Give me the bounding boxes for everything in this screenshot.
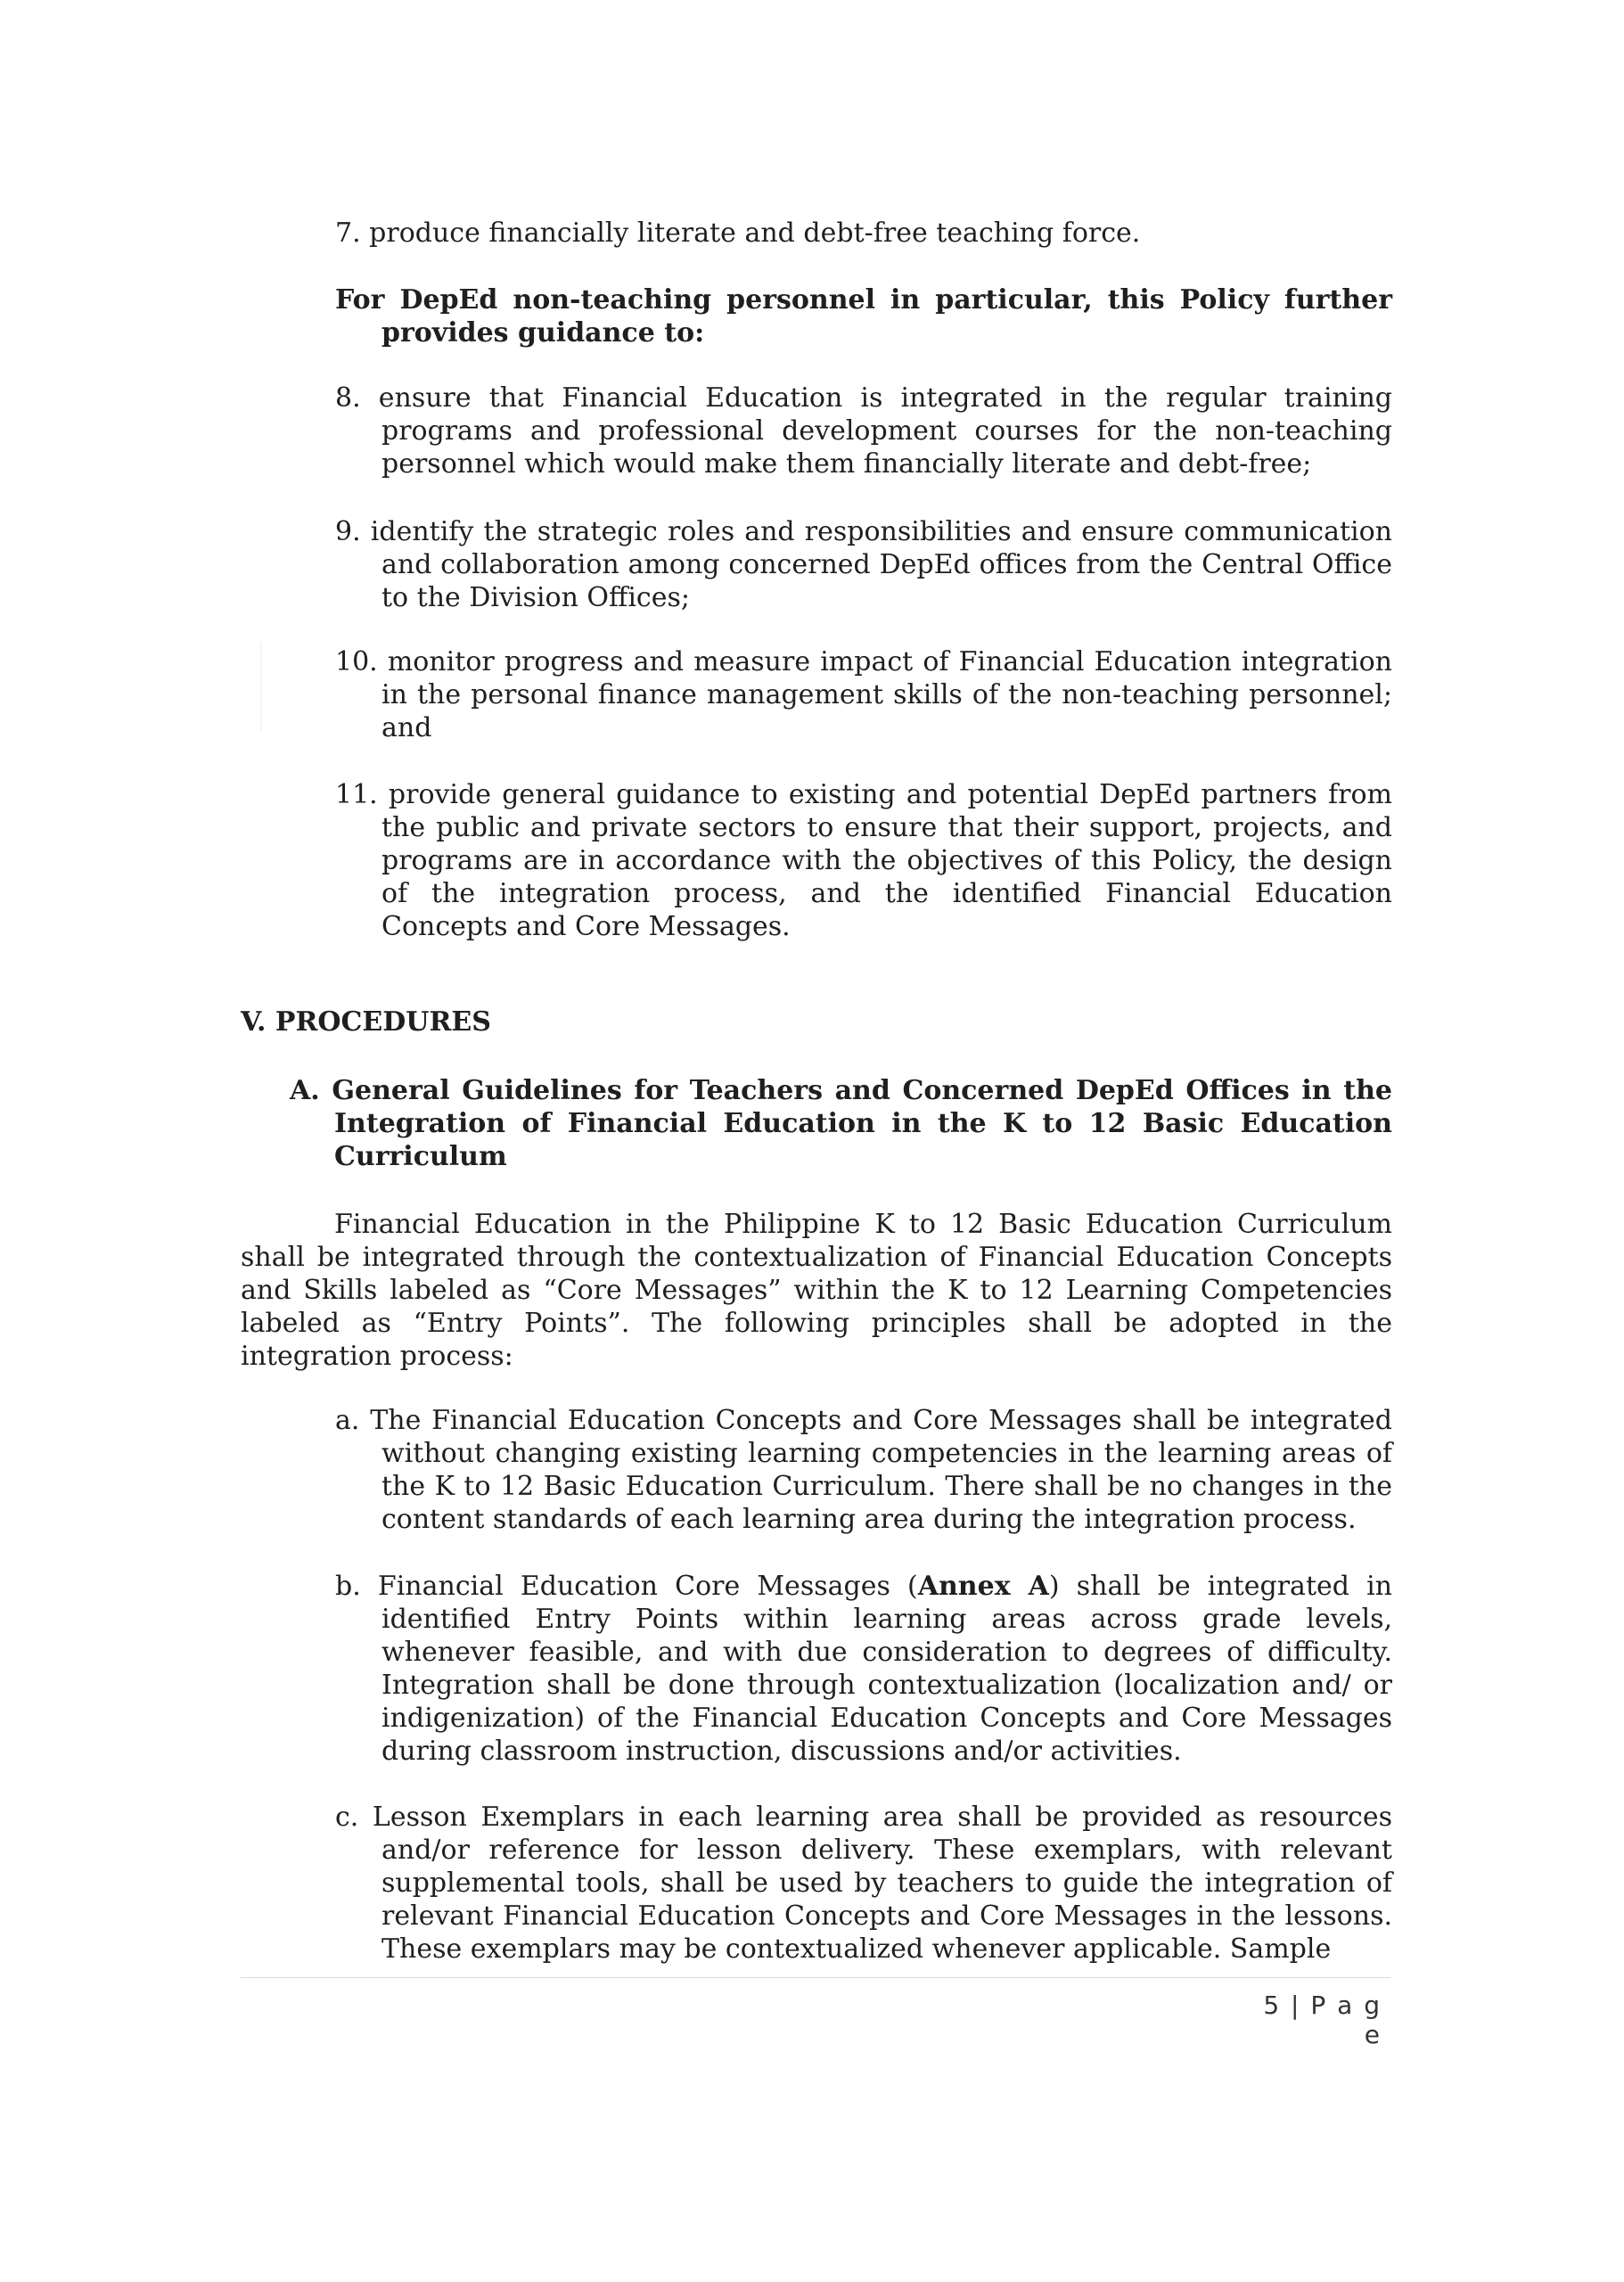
item-text: Lesson Exemplars in each learning area shall be provided as resources and/or reference for lesson delivery. These exemplars, with relevant supplemental tools, shall be used by teachers to guide the integration of relevant Financial Education Concepts and Core Messages in the lessons. These exemplars may be contextualized whenever applicable. Sample	[372, 1802, 1392, 1965]
list-item-9	[335, 515, 1392, 614]
item-text: provide general guidance to existing and potential DepEd partners from the public and private sectors to ensure that their support, projects, and programs are in accordance with the objectives of this Policy, the design of the integration process, and the identified Financial Education Concepts and Core Messages.	[381, 779, 1392, 942]
item-number: 8.	[335, 382, 361, 414]
principle-b	[335, 1570, 1392, 1768]
item-text: produce financially literate and debt-free teaching force.	[369, 218, 1141, 249]
item-number: 10.	[335, 646, 378, 677]
principle-c	[335, 1801, 1392, 1966]
item-number: c.	[335, 1802, 359, 1833]
item-number: b.	[335, 1571, 361, 1602]
subsection-label: A.	[290, 1075, 320, 1106]
list-item-11	[335, 778, 1392, 943]
list-item-7	[335, 217, 1392, 250]
item-text: The Financial Education Concepts and Core Messages shall be integrated without changing existing learning competencies in the learning areas of the K to 12 Basic Education Curriculum. There shall be no changes in the content standards of each learning area during the integration process.	[370, 1405, 1392, 1535]
principle-a	[335, 1404, 1392, 1536]
item-text: Financial Education Core Messages (	[377, 1571, 918, 1602]
page-number: 5 | P a g e	[1263, 1991, 1382, 2049]
section-title: V. PROCEDURES	[241, 1006, 491, 1038]
list-item-10	[335, 645, 1392, 744]
intro-paragraph: Financial Education in the Philippine K to 12 Basic Education Curriculum shall be integrated through the contextualization of Financial Education Concepts and Skills labeled as “Core Messages” within the K to 12 Learning Competencies labeled as “Entry Points”. The following principles shall be adopted in the integration process:	[241, 1209, 1392, 1372]
footer-divider	[241, 1977, 1390, 1978]
item-number: 7.	[335, 218, 361, 249]
list-item-8	[335, 382, 1392, 480]
item-text: ensure that Financial Education is integrated in the regular training programs and professional development courses for the non-teaching personnel which would make them financially literate and debt-free;	[378, 382, 1392, 480]
nonteaching-heading: For DepEd non-teaching personnel in particular, this Policy further provides guidance to:	[335, 284, 1392, 349]
subsection-a-heading	[290, 1074, 1392, 1173]
annex-reference: Annex A	[917, 1571, 1049, 1602]
item-number: a.	[335, 1405, 360, 1436]
item-text: monitor progress and measure impact of Financial Education integration in the personal finance management skills of the non-teaching personnel; and	[381, 646, 1392, 743]
item-text: ) shall be integrated in identified Entry Points within learning areas across grade levels, whenever feasible, and with due consideration to degrees of difficulty. Integration shall be done through contextualization (localization and/ or indigenization) of the Financial Education Concepts and Core Messages during classroom instruction, discussions and/or activities.	[381, 1571, 1393, 1767]
item-number: 11.	[335, 779, 378, 810]
item-text: identify the strategic roles and responsibilities and ensure communication and collaboration among concerned DepEd offices from the Central Office to the Division Offices;	[370, 516, 1392, 613]
subsection-title: General Guidelines for Teachers and Concerned DepEd Offices in the Integration of Financial Education in the K to 12 Basic Education Curriculum	[332, 1075, 1392, 1172]
item-number: 9.	[335, 516, 361, 547]
scan-artifact	[260, 642, 262, 731]
